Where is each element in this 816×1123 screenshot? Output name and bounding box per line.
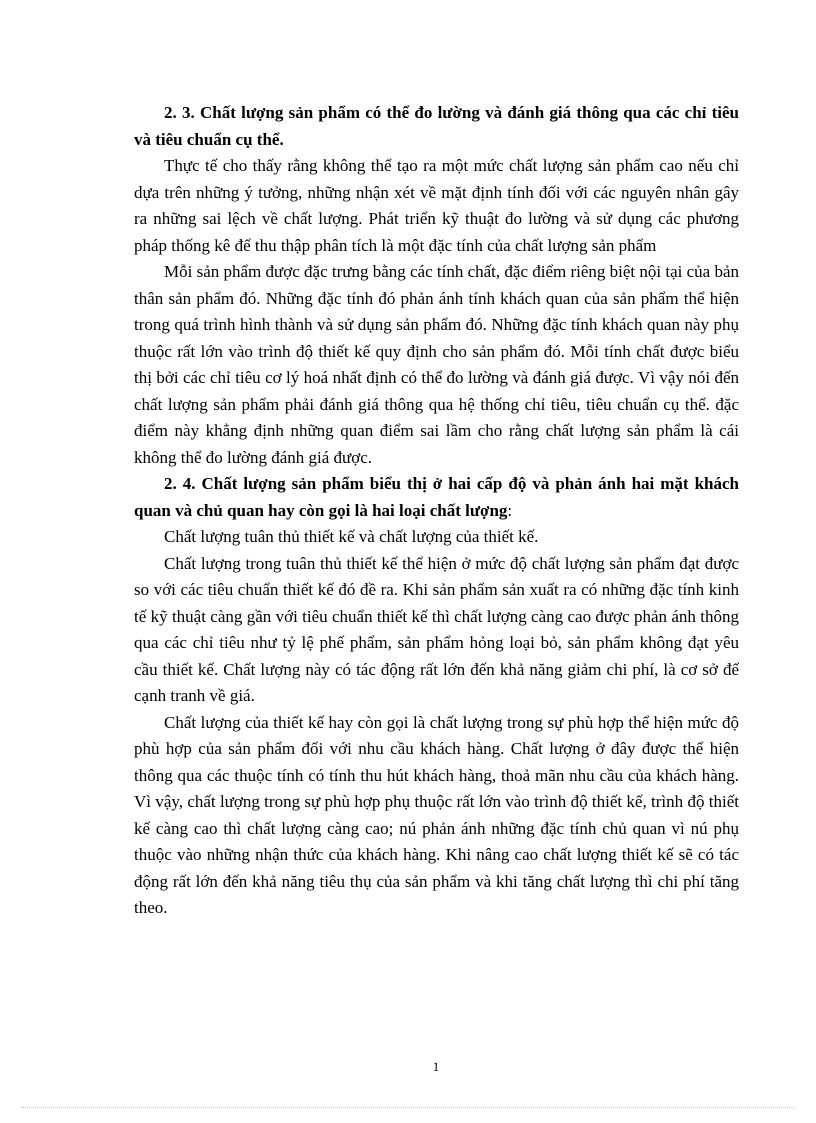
footer-divider [22, 1107, 794, 1108]
section-heading-2-4 [134, 471, 739, 524]
paragraph-5: Chất lượng của thiết kế hay còn gọi là chất lượng trong sự phù hợp thể hiện mức độ phù hợp của sản phẩm đối với nhu cầu khách hàng. Chất lượng ở đây được thể hiện thông qua các thuộc tính có tính thu hút khách hàng, thoả mãn nhu cầu của khách hàng. Vì vậy, chất lượng trong sự phù hợp phụ thuộc rất lớn vào trình độ thiết kế, trình độ thiết kế càng cao thì chất lượng càng cao; nú phản ánh những đặc tính chủ quan vì nú phụ thuộc vào những nhận thức của khách hàng. Khi nâng cao chất lượng thiết kế sẽ có tác động rất lớn đến khả năng tiêu thụ của sản phẩm và khi tăng chất lượng thì chi phí tăng theo. [134, 712, 739, 917]
paragraph-4: Chất lượng trong tuân thủ thiết kế thể hiện ở mức độ chất lượng sản phẩm đạt được so với các tiêu chuẩn thiết kế đó đề ra. Khi sản phẩm sản xuất ra có những đặc tính kinh tế kỹ thuật càng gần với tiêu chuẩn thiết kế thì chất lượng càng cao được phản ánh thông qua các chỉ tiêu như tỷ lệ phế phẩm, sản phẩm hỏng loại bỏ, sản phẩm không đạt yêu cầu thiết kế. Chất lượng này có tác động rất lớn đến khả năng giảm chi phí, là cơ sở để cạnh tranh về giá. [134, 553, 739, 705]
document-body [134, 100, 739, 922]
page-number: 1 [432, 1059, 440, 1074]
section-heading-2-3: 2. 3. Chất lượng sản phẩm có thể đo lường và đánh giá thông qua các chỉ tiêu và tiêu chuẩn cụ thể. [134, 103, 739, 149]
section-heading-2-4-text: 2. 4. Chất lượng sản phẩm biểu thị ở hai cấp độ và phản ánh hai mặt khách quan và chủ quan hay còn gọi là hai loại chất lượng [134, 474, 739, 520]
paragraph-2: Mỗi sản phẩm được đặc trưng bằng các tính chất, đặc điểm riêng biệt nội tại của bản thân sản phẩm đó. Những đặc tính đó phản ánh tính khách quan của sản phẩm thể hiện trong quá trình hình thành và sử dụng sản phẩm đó. Những đặc tính khách quan này phụ thuộc rất lớn vào trình độ thiết kế quy định cho sản phẩm đó. Mỗi tính chất được biểu thị bởi các chỉ tiêu cơ lý hoá nhất định có thể đo lường và đánh giá được. Vì vậy nói đến chất lượng sản phẩm phải đánh giá thông qua hệ thống chỉ tiêu, tiêu chuẩn cụ thể. đặc điểm này khẳng định những quan điểm sai lầm cho rằng chất lượng sản phẩm là cái không thể đo lường đánh giá được. [134, 262, 740, 467]
section-heading-2-4-colon: : [507, 500, 513, 520]
paragraph-3: Chất lượng tuân thủ thiết kế và chất lượng của thiết kế. [164, 527, 539, 546]
paragraph-1: Thực tế cho thấy rằng không thể tạo ra một mức chất lượng sản phẩm cao nếu chỉ dựa trên những ý tưởng, những nhận xét về mặt định tính đối với các nguyên nhân gây ra những sai lệch về chất lượng. Phát triển kỹ thuật đo lường và sử dụng các phương pháp thống kê để thu thập phân tích là một đặc tính của chất lượng sản phẩm [134, 156, 739, 255]
